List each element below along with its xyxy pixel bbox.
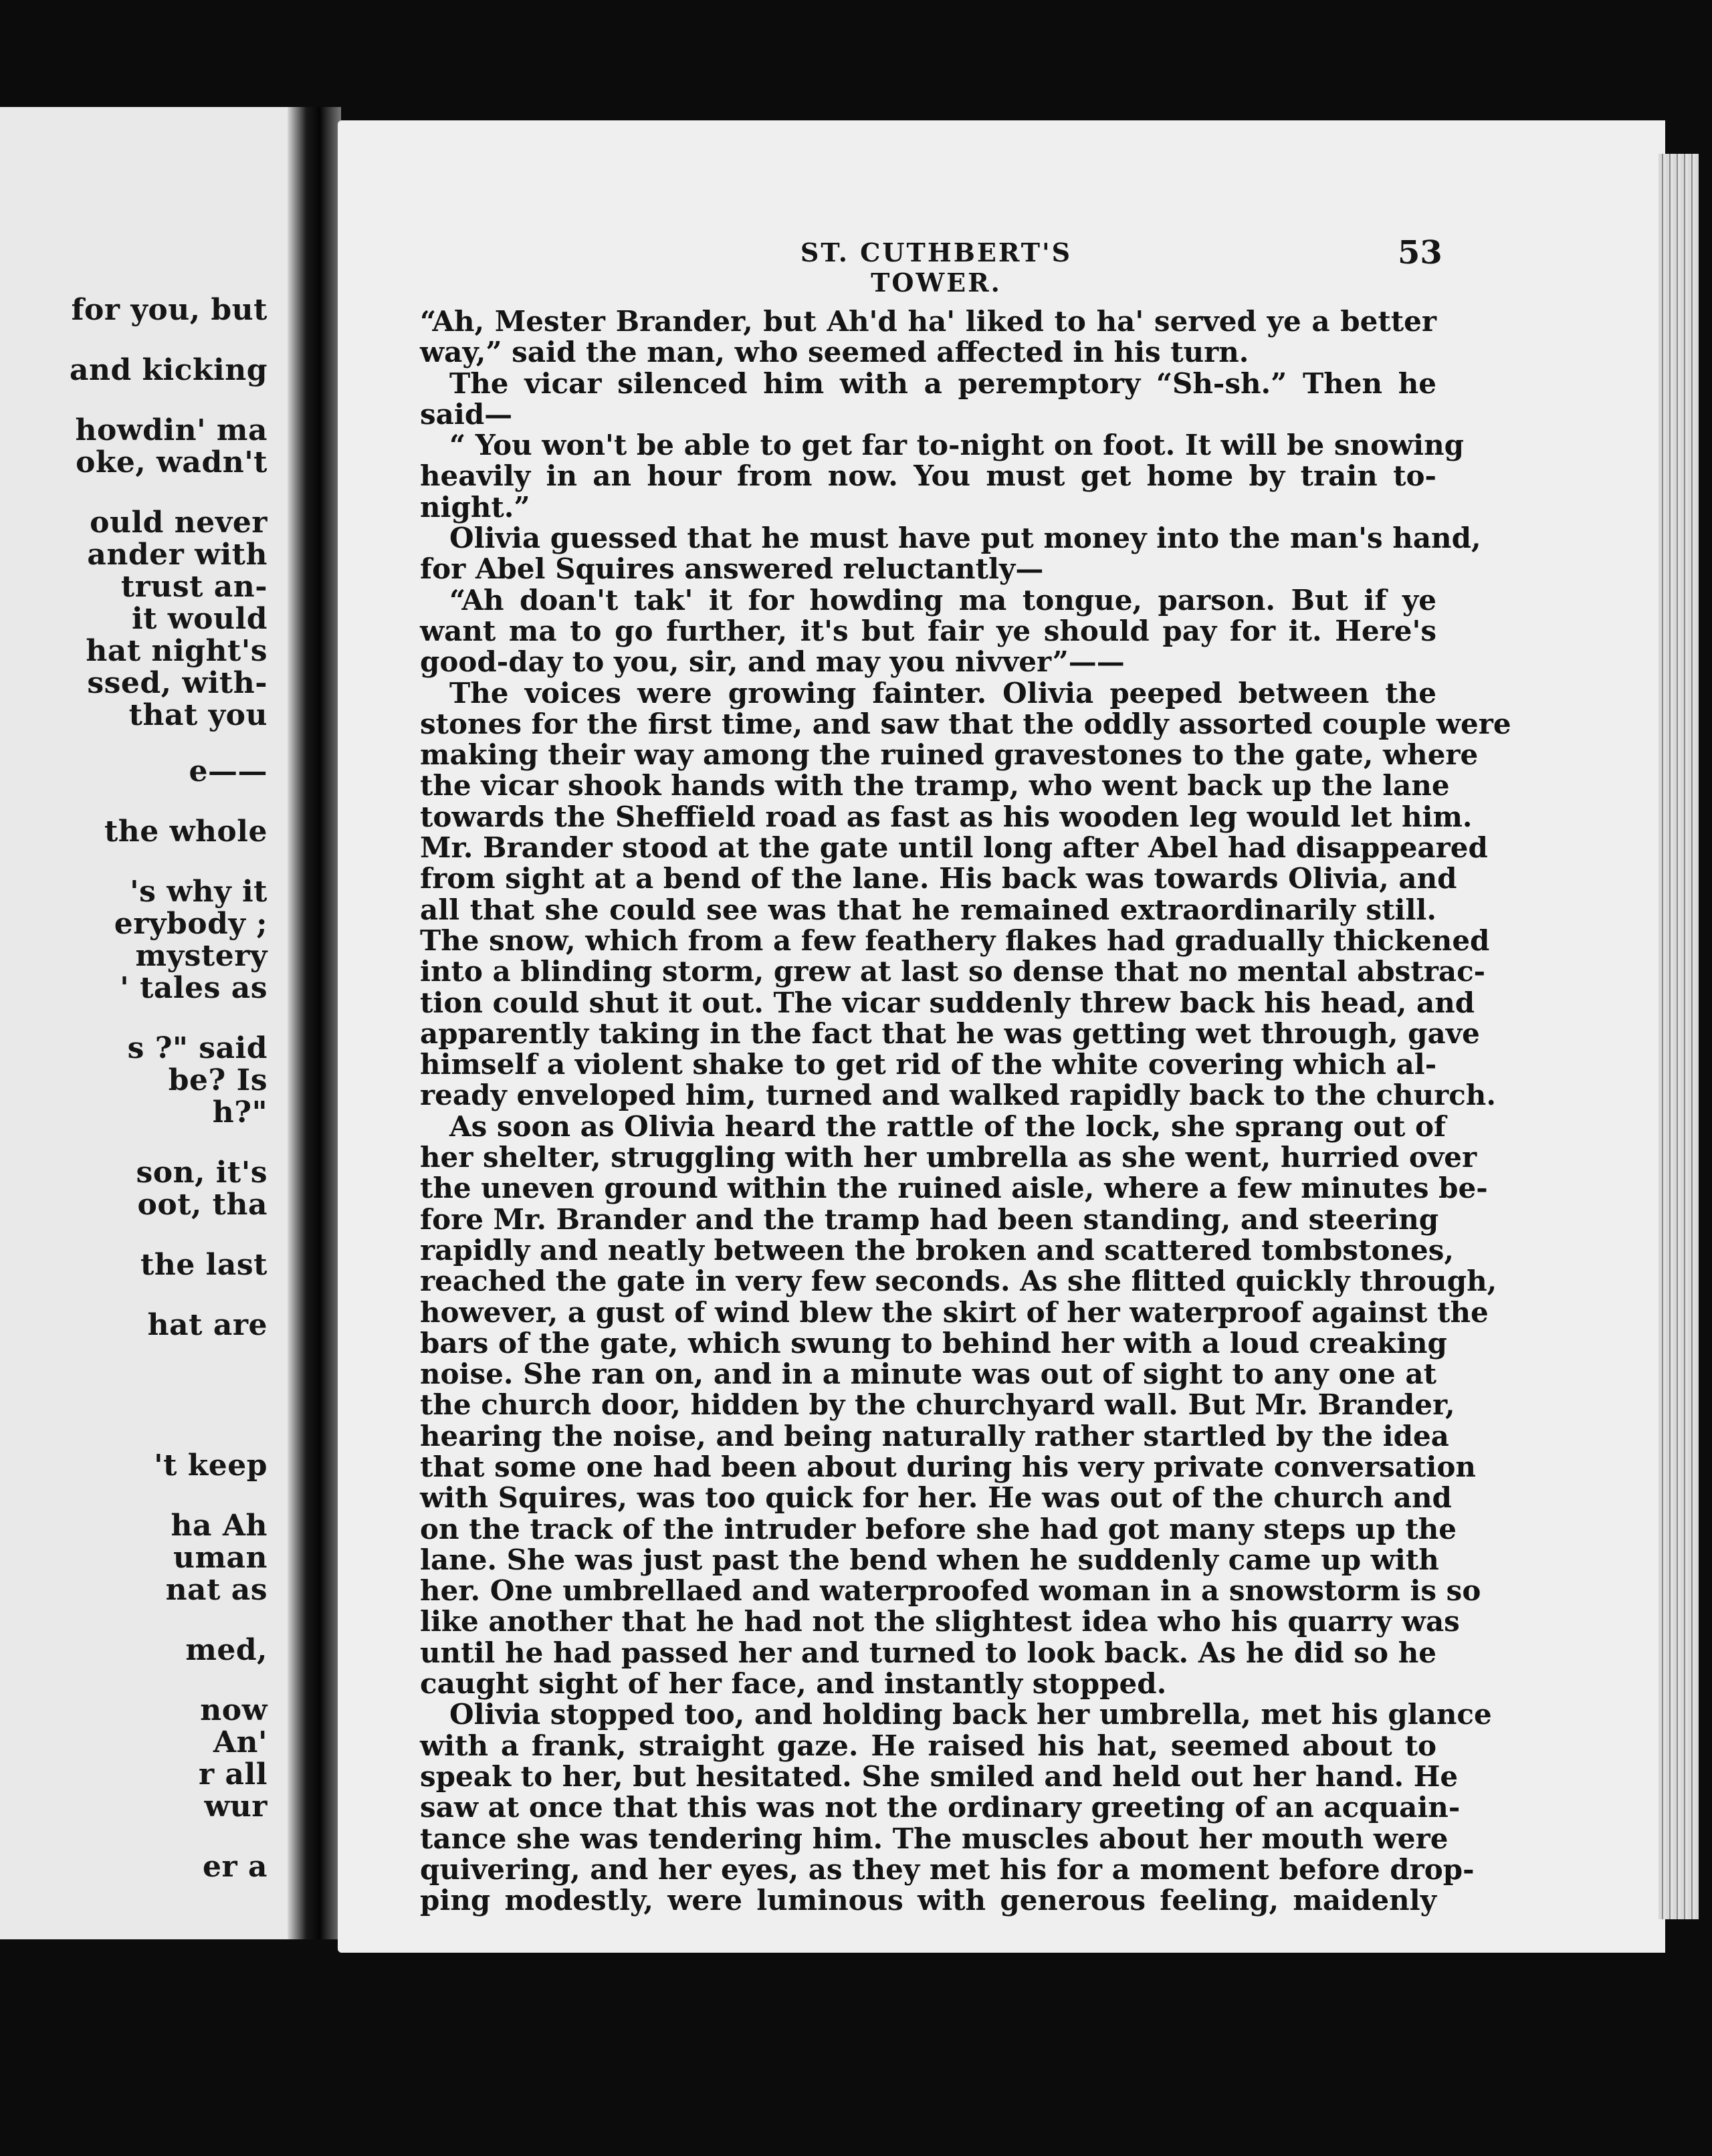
body-line: speak to her, but hesitated. She smiled and held out her hand. He: [420, 1759, 1459, 1793]
body-line: from sight at a bend of the lane. His back was towards Olivia, and: [420, 862, 1457, 895]
left-page-line: the last: [140, 1248, 268, 1282]
body-line: her. One umbrellaed and waterproofed woman in a snowstorm is so: [420, 1574, 1481, 1608]
left-page-line: it would: [131, 602, 268, 636]
body-line: until he had passed her and turned to look back. As he did so he: [420, 1636, 1436, 1669]
left-page-line: the whole: [104, 815, 268, 849]
body-line: towards the Sheffield road as fast as his wooden leg would let him.: [420, 800, 1473, 833]
body-line: all that she could see was that he remained extraordinarily still.: [420, 893, 1436, 926]
left-page-line: nat as: [165, 1573, 268, 1607]
body-line: said—: [420, 397, 513, 431]
left-page-line: r all: [199, 1757, 268, 1792]
left-page-line: erybody ;: [114, 907, 268, 941]
left-page-line: oot, tha: [137, 1188, 268, 1222]
left-page-line: trust an-: [120, 570, 268, 604]
left-page-line: ssed, with-: [87, 666, 268, 700]
body-line: her shelter, struggling with her umbrella as she went, hurried over: [420, 1141, 1477, 1174]
body-line: As soon as Olivia heard the rattle of the lock, she sprang out of: [449, 1109, 1447, 1143]
left-page-line: ould never: [90, 506, 268, 540]
page-number: 53: [1398, 234, 1442, 272]
body-line: heavily in an hour from now. You must get home by train to-: [420, 459, 1436, 493]
left-page-line: s ?" said: [127, 1031, 268, 1065]
left-page-line: mystery: [135, 939, 268, 973]
running-head: ST. CUTHBERT'S TOWER.: [800, 237, 1073, 298]
body-line: the church door, hidden by the churchyard wall. But Mr. Brander,: [420, 1388, 1455, 1422]
body-line: making their way among the ruined gravestones to the gate, where: [420, 738, 1479, 772]
left-page-line: be? Is: [168, 1063, 268, 1097]
left-page-line: 's why it: [130, 875, 268, 909]
left-page-line: howdin' ma: [75, 413, 268, 447]
body-line: stones for the first time, and saw that the oddly assorted couple were: [420, 707, 1511, 740]
body-line: way,” said the man, who seemed affected in his turn.: [420, 336, 1249, 369]
body-line: “ You won't be able to get far to-night on foot. It will be snowing: [449, 429, 1465, 462]
body-line: for Abel Squires answered reluctantly—: [420, 552, 1044, 586]
body-line: good-day to you, sir, and may you nivver”——: [420, 645, 1125, 679]
book-gutter: [288, 107, 341, 1939]
left-page-line: hat night's: [86, 634, 268, 668]
left-page-line: h?": [212, 1095, 268, 1129]
body-line: The snow, which from a few feathery flakes had gradually thickened: [420, 924, 1490, 957]
left-page-line: er a: [202, 1850, 268, 1884]
body-line: Olivia guessed that he must have put money into the man's hand,: [449, 522, 1481, 555]
body-line: caught sight of her face, and instantly stopped.: [420, 1667, 1167, 1701]
body-line: night.”: [420, 490, 530, 524]
body-line: rapidly and neatly between the broken and scattered tombstones,: [420, 1233, 1454, 1267]
body-line: “Ah doan't tak' it for howding ma tongue, parson. But if ye: [449, 583, 1436, 617]
page-edges: [1658, 154, 1699, 1919]
left-page-line: 't keep: [154, 1448, 268, 1483]
left-page-line: hat are: [147, 1308, 268, 1342]
body-line: the uneven ground within the ruined aisle, where a few minutes be-: [420, 1172, 1488, 1205]
body-line: however, a gust of wind blew the skirt of her waterproof against the: [420, 1295, 1489, 1329]
left-page-line: wur: [204, 1790, 268, 1824]
body-line: into a blinding storm, grew at last so dense that no mental abstrac-: [420, 955, 1486, 988]
body-line: tance she was tendering him. The muscles about her mouth were: [420, 1822, 1449, 1855]
body-line: fore Mr. Brander and the tramp had been standing, and steering: [420, 1202, 1439, 1236]
body-line: quivering, and her eyes, as they met his for a moment before drop-: [420, 1852, 1475, 1886]
body-line: tion could shut it out. The vicar suddenly threw back his head, and: [420, 986, 1475, 1019]
body-line: bars of the gate, which swung to behind her with a loud creaking: [420, 1326, 1447, 1360]
left-page-line: ha Ah: [171, 1509, 268, 1543]
body-line: saw at once that this was not the ordinary greeting of an acquain-: [420, 1791, 1461, 1824]
body-line: himself a violent shake to get rid of the white covering which al-: [420, 1048, 1437, 1081]
body-line: reached the gate in very few seconds. As she flitted quickly through,: [420, 1265, 1497, 1298]
body-line: like another that he had not the slightest idea who his quarry was: [420, 1605, 1460, 1638]
body-line: hearing the noise, and being naturally rather startled by the idea: [420, 1419, 1449, 1452]
body-line: “Ah, Mester Brander, but Ah'd ha' liked to ha' served ye a better: [420, 305, 1436, 338]
body-line: that some one had been about during his very private conversation: [420, 1450, 1476, 1483]
body-line: with a frank, straight gaze. He raised his hat, seemed about to: [420, 1729, 1436, 1762]
body-line: ping modestly, were luminous with generous feeling, maidenly: [420, 1884, 1436, 1917]
left-page-line: ' tales as: [120, 971, 268, 1005]
left-page-line: oke, wadn't: [76, 445, 268, 479]
left-page-line: ander with: [87, 538, 268, 572]
left-page-line: that you: [128, 698, 268, 732]
body-line: Mr. Brander stood at the gate until long after Abel had disappeared: [420, 831, 1488, 865]
body-line: with Squires, was too quick for her. He was out of the church and: [420, 1481, 1452, 1515]
left-page-line: son, it's: [136, 1156, 268, 1190]
body-line: lane. She was just past the bend when he suddenly came up with: [420, 1543, 1439, 1576]
left-page-line: and kicking: [69, 353, 268, 387]
body-line: noise. She ran on, and in a minute was out of sight to any one at: [420, 1358, 1436, 1391]
left-page-line: An': [213, 1725, 268, 1759]
body-line: apparently taking in the fact that he was getting wet through, gave: [420, 1016, 1480, 1050]
left-page-line: med,: [185, 1633, 268, 1667]
left-page-line: for you, but: [71, 293, 268, 327]
body-text: [420, 305, 1511, 1917]
left-page-line: now: [200, 1693, 268, 1727]
body-line: the vicar shook hands with the tramp, who went back up the lane: [420, 769, 1450, 802]
body-line: The voices were growing fainter. Olivia peeped between the: [449, 676, 1436, 710]
body-line: Olivia stopped too, and holding back her umbrella, met his glance: [449, 1698, 1492, 1731]
left-page-line: e——: [189, 754, 268, 788]
body-line: The vicar silenced him with a peremptory “Sh-sh.” Then he: [449, 366, 1436, 400]
body-line: on the track of the intruder before she had got many steps up the: [420, 1512, 1457, 1545]
left-page-line: uman: [173, 1541, 268, 1575]
body-line: want ma to go further, it's but fair ye should pay for it. Here's: [420, 614, 1436, 647]
body-line: ready enveloped him, turned and walked rapidly back to the church.: [420, 1079, 1496, 1112]
